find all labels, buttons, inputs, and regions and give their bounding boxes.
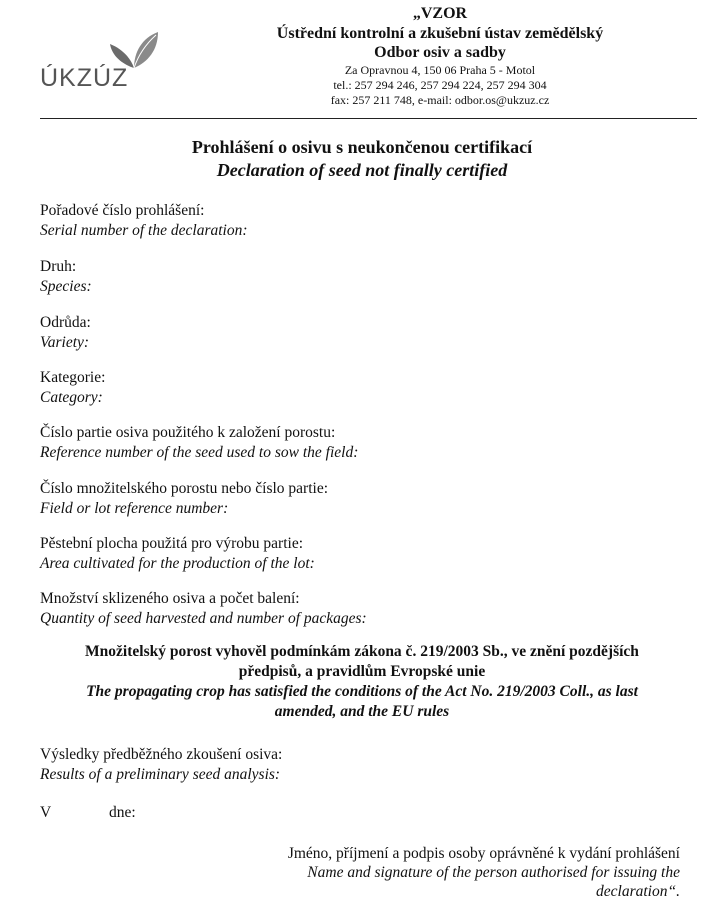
field-label-results-en: Results of a preliminary seed analysis:	[40, 766, 281, 783]
field-label-seed-reference: Číslo partie osiva použitého k založení porostu:	[40, 424, 336, 441]
field-label-quantity: Množství sklizeného osiva a počet balení:	[40, 590, 300, 607]
institute-name: Ústřední kontrolní a zkušební ústav zemědělský	[276, 25, 604, 42]
header-divider	[40, 118, 697, 119]
field-label-field-lot-reference-en: Field or lot reference number:	[40, 500, 229, 517]
field-label-seed-reference-en: Reference number of the seed used to sow the field:	[40, 444, 359, 461]
place-label: V	[40, 804, 52, 821]
statement-en-line1: The propagating crop has satisfied the conditions of the Act No. 219/2003 Coll., as last	[86, 683, 638, 700]
field-label-variety: Odrůda:	[40, 314, 91, 331]
field-label-serial-number-en: Serial number of the declaration:	[40, 222, 248, 239]
field-label-results: Výsledky předběžného zkoušení osiva:	[40, 746, 283, 763]
field-label-field-lot-reference: Číslo množitelského porostu nebo číslo partie:	[40, 480, 328, 497]
ukzuz-logo	[40, 30, 170, 100]
telephone-line: tel.: 257 294 246, 257 294 224, 257 294 304	[333, 78, 547, 92]
document-title-en: Declaration of seed not finally certified	[216, 160, 508, 180]
address-line: Za Opravnou 4, 150 06 Praha 5 - Motol	[344, 63, 536, 77]
statement-cz-line2: předpisů, a pravidlům Evropské unie	[238, 663, 486, 680]
statement-cz-line1: Množitelský porost vyhověl podmínkám zákona č. 219/2003 Sb., ve znění pozdějších	[85, 643, 639, 660]
sample-label: „VZOR	[412, 5, 468, 22]
fax-email-line: fax: 257 211 748, e-mail: odbor.os@ukzuz.cz	[330, 93, 550, 107]
department-name: Odbor osiv a sadby	[374, 44, 506, 61]
signature-label-en-line2: declaration“.	[596, 883, 680, 900]
signature-label-en-line1: Name and signature of the person authorised for issuing the	[307, 864, 680, 881]
field-label-category-en: Category:	[40, 389, 103, 406]
field-label-area-cultivated: Pěstební plocha použitá pro výrobu partie:	[40, 535, 304, 552]
logo-text: ÚKZÚZ	[40, 64, 129, 92]
date-label: dne:	[109, 804, 136, 821]
field-label-species: Druh:	[40, 258, 77, 275]
statement-en-line2: amended, and the EU rules	[274, 703, 450, 720]
field-label-category: Kategorie:	[40, 369, 106, 386]
field-label-serial-number: Pořadové číslo prohlášení:	[40, 202, 205, 219]
field-label-area-cultivated-en: Area cultivated for the production of the lot:	[40, 555, 315, 572]
signature-label-cz: Jméno, příjmení a podpis osoby oprávněné k vydání prohlášení	[287, 845, 680, 862]
document-title-cz: Prohlášení o osivu s neukončenou certifikací	[191, 137, 533, 157]
field-label-species-en: Species:	[40, 278, 92, 295]
field-label-variety-en: Variety:	[40, 334, 90, 351]
field-label-quantity-en: Quantity of seed harvested and number of packages:	[40, 610, 367, 627]
